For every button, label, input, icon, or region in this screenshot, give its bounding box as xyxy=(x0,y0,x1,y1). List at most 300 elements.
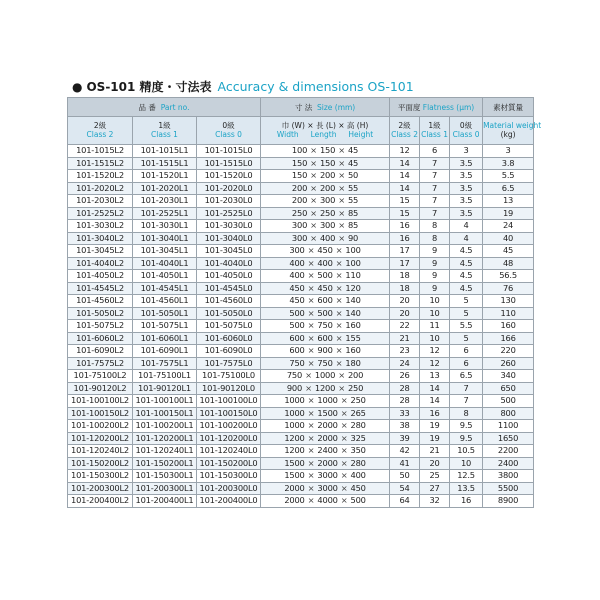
length-value: 750 xyxy=(317,320,333,330)
length-value: 900 xyxy=(317,345,333,355)
flatness-class1: 7 xyxy=(420,157,450,170)
dimension-cell xyxy=(261,245,390,258)
times-sign: × xyxy=(305,370,312,380)
class2-part: 101-120200L2 xyxy=(68,432,133,445)
flatness-class1: 9 xyxy=(420,270,450,283)
times-sign: × xyxy=(335,320,343,330)
flatness-class2: 50 xyxy=(390,470,420,483)
material-weight: 130 xyxy=(483,295,534,308)
flatness-class2: 28 xyxy=(390,382,420,395)
dimension-cell xyxy=(261,332,390,345)
material-weight: 500 xyxy=(483,395,534,408)
dimension-cell xyxy=(261,145,390,158)
flatness-class1: 7 xyxy=(420,182,450,195)
width-value: 2000 xyxy=(284,482,305,493)
material-weight: 220 xyxy=(483,345,534,358)
times-sign: × xyxy=(307,270,315,280)
class0-part: 101-4560L0 xyxy=(197,295,261,308)
dimension-cell xyxy=(261,495,390,508)
times-sign: × xyxy=(307,457,315,468)
flatness-class1: 10 xyxy=(420,332,450,345)
times-sign: × xyxy=(335,345,343,355)
flatness-class1: 32 xyxy=(420,495,450,508)
height-value: 85 xyxy=(347,207,359,218)
flatness-class0: 3.5 xyxy=(450,207,483,220)
times-sign: × xyxy=(310,157,317,168)
material-weight-header: Material weight (kg) xyxy=(483,117,534,145)
flatness-class2: 15 xyxy=(390,207,420,220)
flatness-class1: 14 xyxy=(420,395,450,408)
times-sign: × xyxy=(310,195,317,205)
flatness-class0: 3.5 xyxy=(450,195,483,208)
times-sign: × xyxy=(338,207,345,218)
class0-part: 101-150200L0 xyxy=(197,457,261,470)
flatness-class2: 14 xyxy=(390,170,420,183)
flatness-class0: 16 xyxy=(450,495,483,508)
height-value: 250 xyxy=(350,395,366,405)
dimension-cell xyxy=(261,457,390,470)
times-sign: × xyxy=(340,407,348,418)
flatness-class0: 5 xyxy=(450,295,483,308)
class1-part: 101-5075L1 xyxy=(133,320,197,333)
class2-part: 101-3030L2 xyxy=(68,220,133,233)
flatness-class2: 16 xyxy=(390,220,420,233)
times-sign: × xyxy=(340,470,348,480)
times-sign: × xyxy=(340,395,348,405)
material-weight: 56.5 xyxy=(483,270,534,283)
table-row xyxy=(68,220,534,233)
class2-part: 101-4545L2 xyxy=(68,282,133,295)
class1-part: 101-2020L1 xyxy=(133,182,197,195)
class2-part: 101-100100L2 xyxy=(68,395,133,408)
material-weight: 340 xyxy=(483,370,534,383)
table-row xyxy=(68,332,534,345)
material-weight: 76 xyxy=(483,282,534,295)
length-value: 500 xyxy=(317,270,333,280)
height-value: 50 xyxy=(347,170,359,180)
class1-part: 101-3030L1 xyxy=(133,220,197,233)
width-value: 1500 xyxy=(284,457,305,468)
class0-part: 101-5050L0 xyxy=(197,307,261,320)
height-value: 280 xyxy=(350,457,366,468)
times-sign: × xyxy=(310,220,317,230)
material-weight: 13 xyxy=(483,195,534,208)
page-title xyxy=(72,78,414,96)
length-value: 2000 xyxy=(317,420,338,430)
material-weight: 2200 xyxy=(483,445,534,458)
table-row xyxy=(68,470,534,483)
length-value: 4000 xyxy=(317,495,338,505)
width-value: 500 xyxy=(289,320,305,330)
length-value: 600 xyxy=(317,332,333,343)
flatness-class1: 19 xyxy=(420,432,450,445)
times-sign: × xyxy=(307,357,315,368)
times-sign: × xyxy=(338,232,345,243)
flatness-class0: 3 xyxy=(450,145,483,158)
length-value: 1500 xyxy=(317,407,338,418)
material-weight: 45 xyxy=(483,245,534,258)
times-sign: × xyxy=(338,145,345,155)
flatness-class0: 7 xyxy=(450,395,483,408)
flatness-class1: 12 xyxy=(420,345,450,358)
flatness-class2: 22 xyxy=(390,320,420,333)
times-sign: × xyxy=(307,407,315,418)
times-sign: × xyxy=(335,357,343,368)
flatness-class1: 27 xyxy=(420,482,450,495)
table-row xyxy=(68,282,534,295)
material-weight: 3800 xyxy=(483,470,534,483)
class0-part: 101-90120L0 xyxy=(197,382,261,395)
flatness-class1: 8 xyxy=(420,220,450,233)
times-sign: × xyxy=(310,182,317,193)
class0-part: 101-120240L0 xyxy=(197,445,261,458)
flatness-class2: 42 xyxy=(390,445,420,458)
flatness-class0: 5.5 xyxy=(450,320,483,333)
class0-part: 101-2525L0 xyxy=(197,207,261,220)
table-row xyxy=(68,482,534,495)
class1-part: 101-120200L1 xyxy=(133,432,197,445)
flatness-class2: 20 xyxy=(390,307,420,320)
material-weight: 2400 xyxy=(483,457,534,470)
length-value: 750 xyxy=(317,357,333,368)
dimension-cell xyxy=(261,420,390,433)
times-sign: × xyxy=(338,370,345,380)
length-value: 500 xyxy=(317,307,333,318)
class0-part: 101-100100L0 xyxy=(197,395,261,408)
height-value: 120 xyxy=(345,282,361,293)
class1-part: 101-3045L1 xyxy=(133,245,197,258)
length-value: 300 xyxy=(319,195,336,205)
height-value: 160 xyxy=(345,345,361,355)
class1-part: 101-5050L1 xyxy=(133,307,197,320)
height-value: 140 xyxy=(345,295,361,305)
weight-header: 素材質量 xyxy=(483,98,534,117)
table-row xyxy=(68,432,534,445)
flatness-class0: 5 xyxy=(450,307,483,320)
class2-part: 101-6060L2 xyxy=(68,332,133,345)
height-value: 180 xyxy=(345,357,361,368)
class2-part: 101-120240L2 xyxy=(68,445,133,458)
class0-part: 101-6090L0 xyxy=(197,345,261,358)
times-sign: × xyxy=(310,170,317,180)
times-sign: × xyxy=(307,320,315,330)
flatness-class0: 3.5 xyxy=(450,170,483,183)
table-row xyxy=(68,157,534,170)
flatness-class1: 7 xyxy=(420,170,450,183)
height-value: 55 xyxy=(347,195,359,205)
class2-part: 101-5050L2 xyxy=(68,307,133,320)
times-sign: × xyxy=(335,332,343,343)
dimension-cell xyxy=(261,170,390,183)
class2-part: 101-150300L2 xyxy=(68,470,133,483)
dimension-cell xyxy=(261,295,390,308)
flatness-class0: 10.5 xyxy=(450,445,483,458)
length-value: 200 xyxy=(319,182,336,193)
times-sign: × xyxy=(335,257,343,268)
flatness-class2: 23 xyxy=(390,345,420,358)
class0-part: 101-3045L0 xyxy=(197,245,261,258)
width-value: 300 xyxy=(291,232,308,243)
width-value: 600 xyxy=(289,345,305,355)
class1-part: 101-6060L1 xyxy=(133,332,197,345)
class0-part: 101-200300L0 xyxy=(197,482,261,495)
height-value: 100 xyxy=(345,257,361,268)
class2-part: 101-7575L2 xyxy=(68,357,133,370)
flatness-class2: 64 xyxy=(390,495,420,508)
height-value: 45 xyxy=(347,145,359,155)
class1-part: 101-100150L1 xyxy=(133,407,197,420)
material-weight: 3 xyxy=(483,145,534,158)
flatness-class1: 9 xyxy=(420,245,450,258)
class1-part: 101-2030L1 xyxy=(133,195,197,208)
flatness-class1: 13 xyxy=(420,370,450,383)
times-sign: × xyxy=(338,170,345,180)
flatness-class2: 16 xyxy=(390,232,420,245)
height-value: 55 xyxy=(347,182,359,193)
flatness-class0: 4 xyxy=(450,232,483,245)
class0-part: 101-1515L0 xyxy=(197,157,261,170)
times-sign: × xyxy=(307,282,315,293)
class1-part: 101-1015L1 xyxy=(133,145,197,158)
class1-part: 101-1520L1 xyxy=(133,170,197,183)
class0-header: 0級 Class 0 xyxy=(197,117,261,145)
class0-part: 101-7575L0 xyxy=(197,357,261,370)
material-weight: 800 xyxy=(483,407,534,420)
material-weight: 24 xyxy=(483,220,534,233)
table-row xyxy=(68,407,534,420)
class1-part: 101-150200L1 xyxy=(133,457,197,470)
flatness-class2: 26 xyxy=(390,370,420,383)
accuracy-dimensions-table xyxy=(67,97,542,508)
table-row xyxy=(68,170,534,183)
flatness-class0: 4 xyxy=(450,220,483,233)
flatness-class0: 13.5 xyxy=(450,482,483,495)
times-sign: × xyxy=(338,182,345,193)
times-sign: × xyxy=(307,470,315,480)
flatness-class2: 33 xyxy=(390,407,420,420)
class0-part: 101-150300L0 xyxy=(197,470,261,483)
width-value: 1000 xyxy=(284,395,305,405)
height-value: 155 xyxy=(345,332,361,343)
dimension-cell xyxy=(261,195,390,208)
width-value: 450 xyxy=(289,295,305,305)
times-sign: × xyxy=(335,307,343,318)
flatness-class0: 4.5 xyxy=(450,282,483,295)
length-value: 1000 xyxy=(317,395,338,405)
width-value: 300 xyxy=(289,245,305,255)
table-row xyxy=(68,445,534,458)
height-value: 500 xyxy=(350,495,366,505)
width-value: 150 xyxy=(291,157,308,168)
class2-part: 101-3040L2 xyxy=(68,232,133,245)
flatness-class2: 39 xyxy=(390,432,420,445)
material-weight: 110 xyxy=(483,307,534,320)
length-value: 3000 xyxy=(317,482,338,493)
flatness-class1: 25 xyxy=(420,470,450,483)
class2-part: 101-1015L2 xyxy=(68,145,133,158)
height-value: 325 xyxy=(350,432,366,443)
dimension-cell xyxy=(261,157,390,170)
flatness-class1: 7 xyxy=(420,195,450,208)
title-english: Accuracy & dimensions OS-101 xyxy=(217,79,414,94)
class1-part: 101-100100L1 xyxy=(133,395,197,408)
times-sign: × xyxy=(335,245,343,255)
material-weight: 8900 xyxy=(483,495,534,508)
width-value: 1000 xyxy=(284,420,305,430)
flatness-class2: 38 xyxy=(390,420,420,433)
flatness-class0: 7 xyxy=(450,382,483,395)
class1-part: 101-4560L1 xyxy=(133,295,197,308)
times-sign: × xyxy=(307,482,315,493)
length-value: 2000 xyxy=(317,432,338,443)
height-value: 140 xyxy=(345,307,361,318)
flatness-class2: 21 xyxy=(390,332,420,345)
class1-part: 101-6090L1 xyxy=(133,345,197,358)
length-value: 2000 xyxy=(317,457,338,468)
flatness-class0: 6.5 xyxy=(450,370,483,383)
class1-part: 101-120240L1 xyxy=(133,445,197,458)
table-row xyxy=(68,395,534,408)
times-sign: × xyxy=(340,445,348,455)
times-sign: × xyxy=(307,332,315,343)
times-sign: × xyxy=(340,495,348,505)
class1-part: 101-150300L1 xyxy=(133,470,197,483)
flatness-class0: 8 xyxy=(450,407,483,420)
height-value: 200 xyxy=(347,370,364,380)
flatness-class2: 18 xyxy=(390,270,420,283)
class1-header: 1級 Class 1 xyxy=(133,117,197,145)
height-value: 110 xyxy=(345,270,361,280)
flatness-class2: 14 xyxy=(390,157,420,170)
flatness-class0-header: 0級 Class 0 xyxy=(450,117,483,145)
times-sign: × xyxy=(335,295,343,305)
flatness-class2: 24 xyxy=(390,357,420,370)
table-row xyxy=(68,345,534,358)
dimension-cell xyxy=(261,307,390,320)
width-value: 1200 xyxy=(284,445,305,455)
length-value: 450 xyxy=(317,245,333,255)
flatness-class1: 19 xyxy=(420,420,450,433)
length-value: 150 xyxy=(319,145,336,155)
title-japanese: OS-101 精度・寸法表 xyxy=(86,80,212,94)
flatness-class1: 11 xyxy=(420,320,450,333)
dimension-header: 巾 (W) × 長 (L) × 高 (H) Width Length Height xyxy=(261,117,390,145)
dimension-cell xyxy=(261,257,390,270)
width-value: 900 xyxy=(286,382,303,393)
dimension-cell xyxy=(261,482,390,495)
flatness-class0: 9.5 xyxy=(450,432,483,445)
material-weight: 5.5 xyxy=(483,170,534,183)
times-sign: × xyxy=(310,232,317,243)
material-weight: 1650 xyxy=(483,432,534,445)
class0-part: 101-75100L0 xyxy=(197,370,261,383)
times-sign: × xyxy=(340,432,348,443)
table-row xyxy=(68,320,534,333)
times-sign: × xyxy=(340,457,348,468)
times-sign: × xyxy=(307,495,315,505)
class0-part: 101-4040L0 xyxy=(197,257,261,270)
material-weight: 5500 xyxy=(483,482,534,495)
class0-part: 101-4545L0 xyxy=(197,282,261,295)
class0-part: 101-120200L0 xyxy=(197,432,261,445)
dimension-cell xyxy=(261,182,390,195)
width-value: 1500 xyxy=(284,470,305,480)
times-sign: × xyxy=(307,307,315,318)
flatness-class1: 21 xyxy=(420,445,450,458)
width-value: 600 xyxy=(289,332,305,343)
dimension-cell xyxy=(261,220,390,233)
times-sign: × xyxy=(305,382,312,393)
table-row xyxy=(68,495,534,508)
class1-part: 101-3040L1 xyxy=(133,232,197,245)
class0-part: 101-1015L0 xyxy=(197,145,261,158)
times-sign: × xyxy=(307,345,315,355)
class2-part: 101-4040L2 xyxy=(68,257,133,270)
flatness-class1: 16 xyxy=(420,407,450,420)
flatness-class1: 7 xyxy=(420,207,450,220)
width-value: 750 xyxy=(286,370,303,380)
flatness-class0: 4.5 xyxy=(450,245,483,258)
class1-part: 101-4545L1 xyxy=(133,282,197,295)
class1-part: 101-200300L1 xyxy=(133,482,197,495)
width-value: 300 xyxy=(291,220,308,230)
part-number-header: 品 番 Part no. xyxy=(68,98,261,117)
length-value: 600 xyxy=(317,295,333,305)
flatness-class0: 9.5 xyxy=(450,420,483,433)
width-value: 1000 xyxy=(284,407,305,418)
height-value: 350 xyxy=(350,445,366,455)
height-value: 265 xyxy=(350,407,366,418)
table-row xyxy=(68,357,534,370)
width-value: 200 xyxy=(291,195,308,205)
times-sign: × xyxy=(307,295,315,305)
height-value: 85 xyxy=(347,220,359,230)
flatness-class1: 9 xyxy=(420,282,450,295)
class0-part: 101-3040L0 xyxy=(197,232,261,245)
material-weight: 40 xyxy=(483,232,534,245)
dimension-cell xyxy=(261,445,390,458)
class2-part: 101-1515L2 xyxy=(68,157,133,170)
times-sign: × xyxy=(340,482,348,493)
class2-part: 101-3045L2 xyxy=(68,245,133,258)
class2-header: 2級 Class 2 xyxy=(68,117,133,145)
flatness-class1: 9 xyxy=(420,257,450,270)
class2-part: 101-150200L2 xyxy=(68,457,133,470)
dimension-cell xyxy=(261,407,390,420)
material-weight: 3.8 xyxy=(483,157,534,170)
class2-part: 101-100200L2 xyxy=(68,420,133,433)
dimension-cell xyxy=(261,232,390,245)
table-row xyxy=(68,195,534,208)
width-value: 450 xyxy=(289,282,305,293)
flatness-class2-header: 2級 Class 2 xyxy=(390,117,420,145)
times-sign: × xyxy=(307,245,315,255)
class2-part: 101-2030L2 xyxy=(68,195,133,208)
height-value: 160 xyxy=(345,320,361,330)
dimension-cell xyxy=(261,270,390,283)
flatness-class0: 12.5 xyxy=(450,470,483,483)
flatness-class0: 6 xyxy=(450,357,483,370)
width-value: 750 xyxy=(289,357,305,368)
length-value: 200 xyxy=(319,170,336,180)
flatness-class2: 18 xyxy=(390,282,420,295)
length-value: 300 xyxy=(319,220,336,230)
class0-part: 101-3030L0 xyxy=(197,220,261,233)
dimension-cell xyxy=(261,382,390,395)
class1-part: 101-2525L1 xyxy=(133,207,197,220)
dimension-cell xyxy=(261,345,390,358)
flatness-class2: 54 xyxy=(390,482,420,495)
